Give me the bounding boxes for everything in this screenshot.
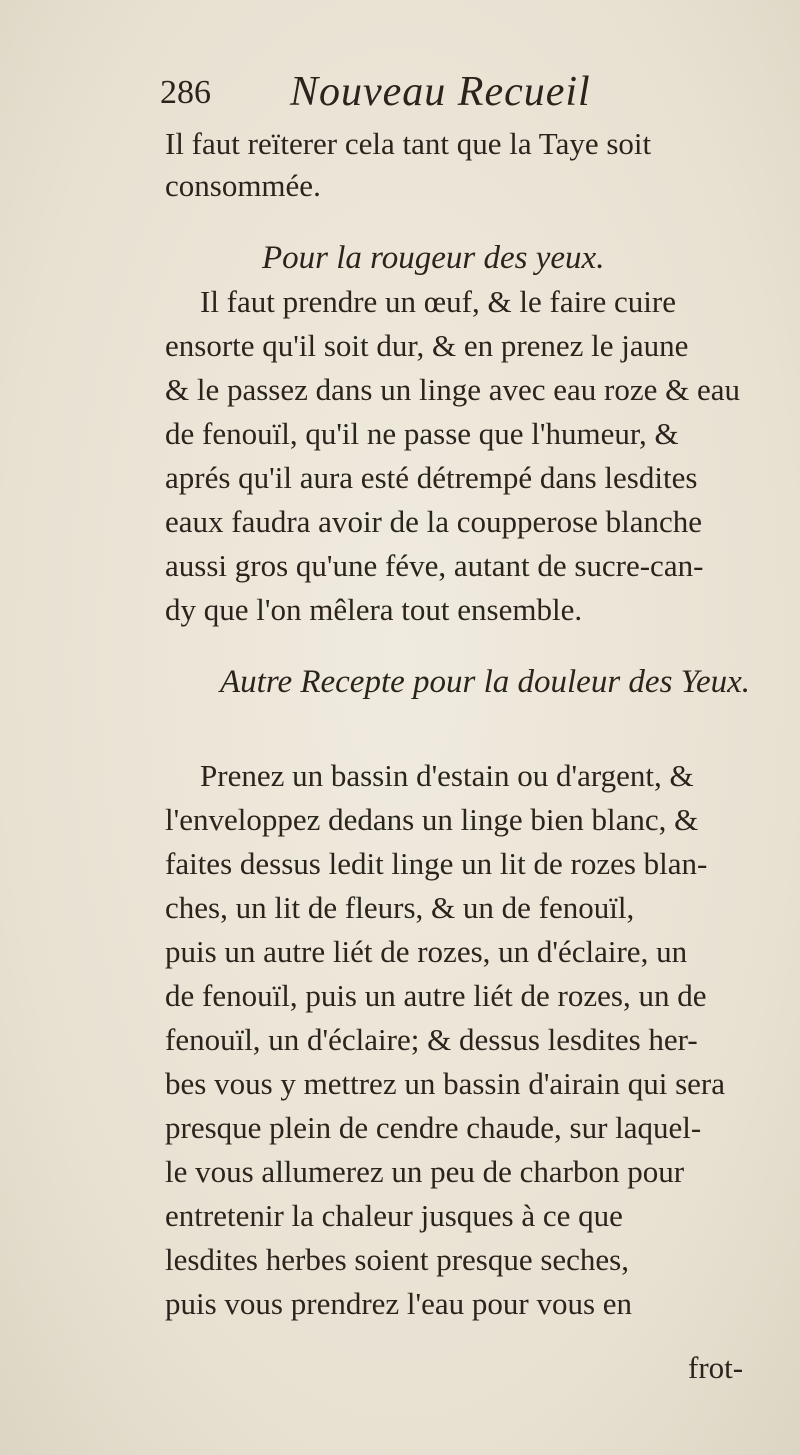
body-line: entretenir la chaleur jusques à ce que (165, 1198, 623, 1233)
page-number: 286 (160, 74, 211, 111)
body-line: ensorte qu'il soit dur, & en prenez le jaune (165, 328, 689, 363)
body-line: de fenouïl, qu'il ne passe que l'humeur, & (165, 416, 679, 451)
body-line: aprés qu'il aura esté détrempé dans lesdites (165, 460, 698, 495)
body-line: bes vous y mettrez un bassin d'airain qui sera (165, 1066, 725, 1101)
body-line: lesdites herbes soient presque seches, (165, 1242, 630, 1277)
body-line: fenouïl, un d'éclaire; & dessus lesdites her- (165, 1022, 698, 1057)
body-line: eaux faudra avoir de la coupperose blanche (165, 504, 703, 539)
intro-line-1: Il faut reïterer cela tant que la Taye soit (165, 126, 652, 161)
running-title: Nouveau Recueil (290, 69, 591, 115)
body-line: & le passez dans un linge avec eau roze & eau (165, 372, 740, 407)
body-line: Il faut prendre un œuf, & le faire cuire (200, 284, 676, 319)
body-line: aussi gros qu'une féve, autant de sucre-can- (165, 548, 704, 583)
body-line: faites dessus ledit linge un lit de rozes blan- (165, 846, 708, 881)
body-line: presque plein de cendre chaude, sur laquel- (165, 1110, 702, 1145)
body-line: puis un autre liét de rozes, un d'éclaire, un (165, 934, 688, 969)
body-line: Prenez un bassin d'estain ou d'argent, & (200, 758, 694, 793)
intro-line-2: consommée. (165, 168, 321, 203)
section-heading-pain: Autre Recepte pour la douleur des Yeux. (220, 664, 751, 700)
running-head (160, 60, 680, 120)
body-line: dy que l'on mêlera tout ensemble. (165, 592, 583, 627)
body-line: ches, un lit de fleurs, & un de fenouïl, (165, 890, 635, 925)
section-heading-redness: Pour la rougeur des yeux. (262, 240, 605, 276)
body-line: le vous allumerez un peu de charbon pour (165, 1154, 685, 1189)
body-line: de fenouïl, puis un autre liét de rozes, un de (165, 978, 707, 1013)
body-line: puis vous prendrez l'eau pour vous en (165, 1286, 633, 1321)
catchword: frot- (688, 1350, 744, 1385)
body-line: l'enveloppez dedans un linge bien blanc, & (165, 802, 699, 837)
